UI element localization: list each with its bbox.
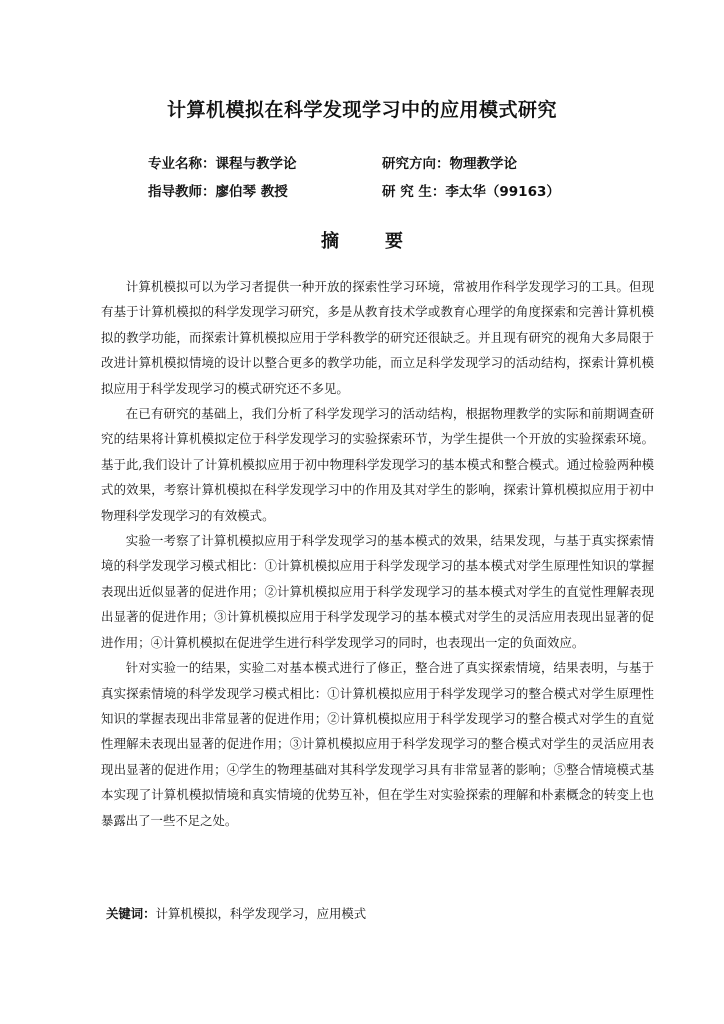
abstract-paragraph: 实验一考察了计算机模拟应用于科学发现学习的基本模式的效果，结果发现，与基于真实探索情境的科学发现学习模式相比：①计算机模拟应用于科学发现学习的基本模式对学生原理性知识的掌握表现出近似显著的促进作用；②计算机模拟应用于科学发现学习的基本模式对学生的直觉性理解表现出显著的促进作用；③计算机模拟应用于科学发现学习的基本模式对学生的灵活应用表现出显著的促进作用；④计算机模拟在促进学生进行科学发现学习的同时，也表现出一定的负面效应。 xyxy=(101,533,654,650)
keywords xyxy=(106,904,366,922)
abstract-heading: 摘要 xyxy=(321,231,449,252)
advisor: 指导教师：廖伯琴 教授 xyxy=(148,184,288,200)
abstract-paragraph: 计算机模拟可以为学习者提供一种开放的探索性学习环境，常被用作科学发现学习的工具。但现有基于计算机模拟的科学发现学习研究，多是从教育技术学或教育心理学的角度探索和完善计算机模拟的教学功能，而探索计算机模拟应用于学科教学的研究还很缺乏。并且现有研究的视角大多局限于改进计算机模拟情境的设计以整合更多的教学功能，而立足科学发现学习的活动结构，探索计算机模拟应用于科学发现学习的模式研究还不多见。 xyxy=(101,279,654,396)
major-field: 专业名称：课程与教学论 xyxy=(148,156,297,172)
keywords-label: 关键词： xyxy=(106,906,156,921)
student: 研 究 生：李太华（99163） xyxy=(382,184,560,200)
keywords-value: 计算机模拟，科学发现学习，应用模式 xyxy=(155,906,367,921)
abstract-body xyxy=(101,274,654,833)
abstract-paragraph: 在已有研究的基础上，我们分析了科学发现学习的活动结构，根据物理教学的实际和前期调查研究的结果将计算机模拟定位于科学发现学习的实验探索环节，为学生提供一个开放的实验探索环境。基于此,我们设计了计算机模拟应用于初中物理科学发现学习的基本模式和整合模式。通过检验两种模式的效果，考察计算机模拟在科学发现学习中的作用及其对学生的影响，探索计算机模拟应用于初中物理科学发现学习的有效模式。 xyxy=(101,406,654,523)
research-direction: 研究方向：物理教学论 xyxy=(382,156,517,172)
abstract-paragraph: 针对实验一的结果，实验二对基本模式进行了修正，整合进了真实探索情境，结果表明，与基于真实探索情境的科学发现学习模式相比：①计算机模拟应用于科学发现学习的整合模式对学生原理性知识的掌握表现出非常显著的促进作用；②计算机模拟应用于科学发现学习的整合模式对学生的直觉性理解未表现出显著的促进作用；③计算机模拟应用于科学发现学习的整合模式对学生的灵活应用表现出显著的促进作用；④学生的物理基础对其科学发现学习具有非常显著的影响；⑤整合情境模式基本实现了计算机模拟情境和真实情境的优势互补，但在学生对实验探索的理解和朴素概念的转变上也暴露出了一些不足之处。 xyxy=(101,660,654,828)
paper-title: 计算机模拟在科学发现学习中的应用模式研究 xyxy=(166,99,557,121)
